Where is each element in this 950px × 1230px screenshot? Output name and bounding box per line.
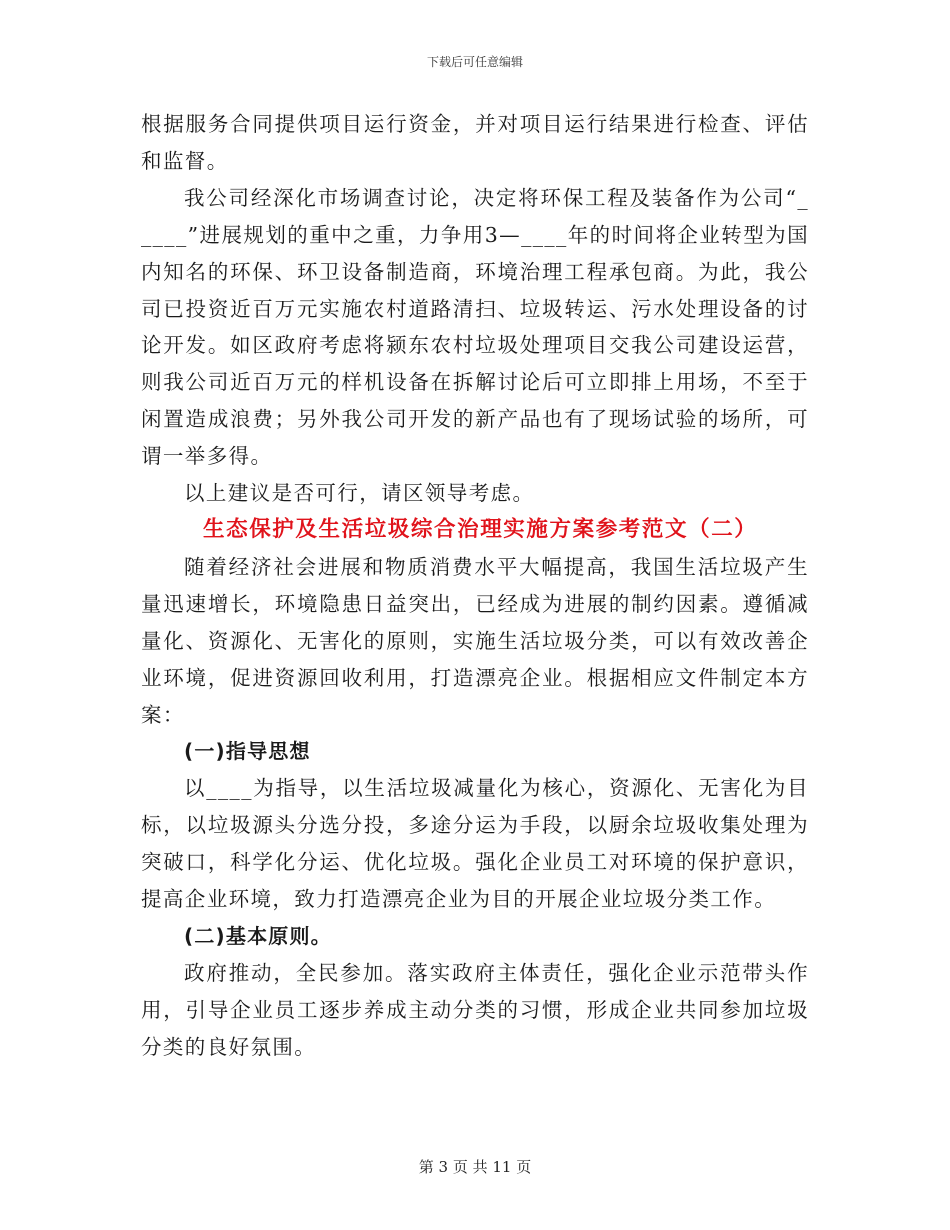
paragraph-introduction: 随着经济社会进展和物质消费水平大幅提高，我国生活垃圾产生量迅速增长，环境隐患日益突出，已经成为进展的制约因素。遵循减量化、资源化、无害化的原则，实施生活垃圾分类，可以有效改善企业环境，促进资源回收利用，打造漂亮企业。根据相应文件制定本方案： — [141, 554, 809, 727]
paragraph-guiding-ideology: 以____为指导，以生活垃圾减量化为核心，资源化、无害化为目标，以垃圾源头分选分投，多途分运为手段，以厨余垃圾收集处理为突破口，科学化分运、优化垃圾。强化企业员工对环境的保护意识，提高企业环境，致力打造漂亮企业为目的开展企业垃圾分类工作。 — [141, 776, 809, 912]
subheading-basic-principles: (二)基本原则。 — [184, 923, 332, 948]
subheading-guiding-ideology: (一)指导思想 — [184, 739, 311, 764]
paragraph-company-plan: 我公司经深化市场调查讨论，决定将环保工程及装备作为公司“_____”进展规划的重中之重，力争用3—____年的时间将企业转型为国内知名的环保、环卫设备制造商，环境治理工程承包商。为此，我公司已投资近百万元实施农村道路清扫、垃圾转运、污水处理设备的讨论开发。如区政府考虑将颍东农村垃圾处理项目交我公司建设运营，则我公司近百万元的样机设备在拆解讨论后可立即排上用场，不至于闲置造成浪费；另外我公司开发的新产品也有了现场试验的场所，可谓一举多得。 — [141, 185, 809, 469]
section-title: 生态保护及生活垃圾综合治理实施方案参考范文（二） — [203, 516, 758, 542]
paragraph-basic-principles: 政府推动，全民参加。落实政府主体责任，强化企业示范带头作用，引导企业员工逐步养成主动分类的习惯，形成企业共同参加垃圾分类的良好氛围。 — [141, 960, 809, 1059]
page-number: 第 3 页 共 11 页 — [418, 1158, 532, 1176]
page-header-note: 下载后可任意编辑 — [426, 55, 523, 69]
document-body — [141, 106, 809, 1066]
paragraph-continuation: 根据服务合同提供项目运行资金，并对项目运行结果进行检查、评估和监督。 — [141, 112, 809, 173]
paragraph-closing-request: 以上建议是否可行，请区领导考虑。 — [184, 481, 535, 506]
